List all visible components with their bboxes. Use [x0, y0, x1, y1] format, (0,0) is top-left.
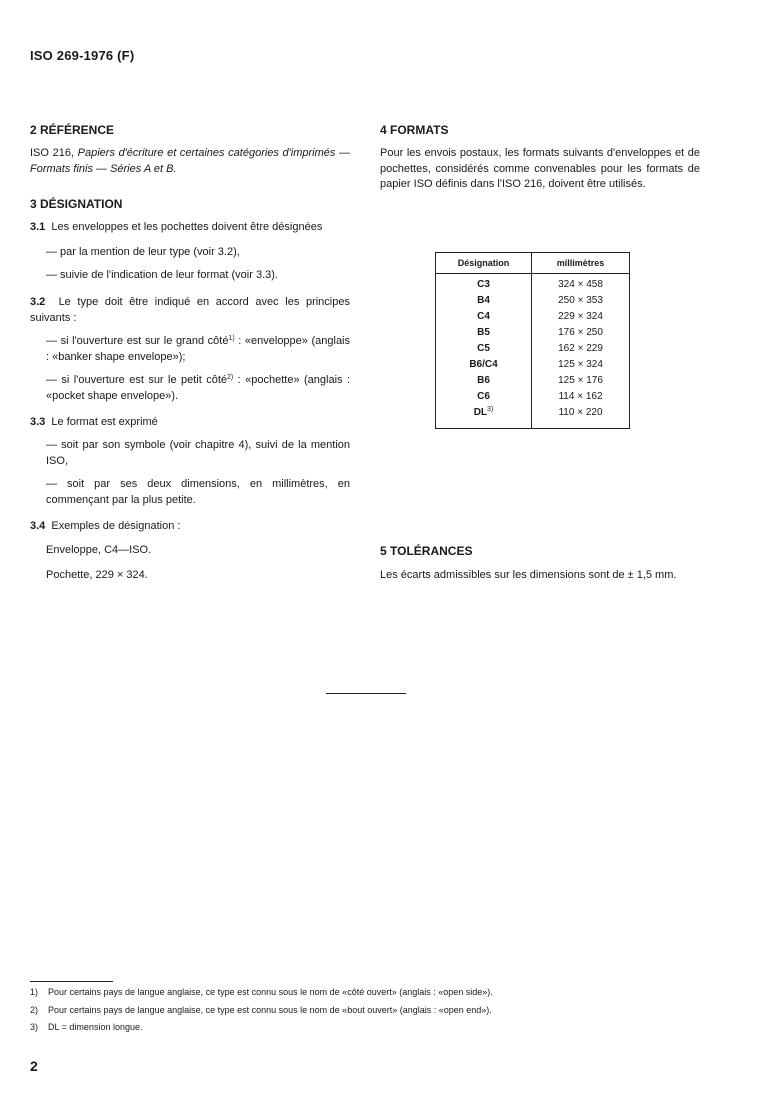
- designation-value: DL: [473, 406, 488, 418]
- designation-cell: [436, 340, 532, 356]
- clause-3-2: [30, 295, 350, 326]
- footnote-number: 1): [30, 987, 39, 997]
- document-header: ISO 269-1976 (F): [30, 48, 135, 63]
- list-item-text: — si l'ouverture est sur le grand côté: [46, 335, 229, 347]
- clause-text: Les enveloppes et les pochettes doivent être désignées: [51, 221, 323, 233]
- clause-number: 3.2: [30, 296, 46, 308]
- section-2-heading: 2 RÉFÉRENCE: [30, 123, 115, 137]
- designation-cell: [436, 274, 532, 293]
- clause-3-3: [30, 415, 350, 431]
- clause-text: Le format est exprimé: [51, 416, 158, 428]
- end-rule: [326, 693, 406, 694]
- designation-cell: [436, 308, 532, 324]
- footnote-text: Pour certains pays de langue anglaise, ce type est connu sous le nom de «bout ouvert» (anglais : «open end»).: [48, 1005, 492, 1015]
- table-row: [436, 356, 629, 372]
- example-pochette: Pochette, 229 × 324.: [46, 569, 148, 581]
- size-cell: 229 × 324: [558, 310, 603, 322]
- footnote-ref: 2): [227, 374, 234, 381]
- clause-text: Exemples de désignation :: [51, 520, 181, 532]
- footnote-text: Pour certains pays de langue anglaise, ce type est connu sous le nom de «côté ouvert» (anglais : «open side»).: [48, 987, 493, 997]
- size-cell: 176 × 250: [558, 326, 603, 338]
- table-row: [436, 372, 629, 388]
- example-envelope: Enveloppe, C4—ISO.: [46, 544, 152, 556]
- table-header-row: [436, 253, 629, 274]
- list-item-text: — si l'ouverture est sur le petit côté: [46, 374, 228, 386]
- list-item: — suivie de l'indication de leur format (voir 3.3).: [46, 269, 278, 281]
- section-5-text: Les écarts admissibles sur les dimensions sont de ± 1,5 mm.: [380, 569, 677, 581]
- list-item-text: : «pochette» (anglais : «pocket shape envelope»).: [46, 374, 351, 402]
- section-5-heading: 5 TOLÉRANCES: [380, 544, 473, 558]
- page-number: 2: [30, 1058, 38, 1074]
- size-cell: 125 × 176: [558, 374, 603, 386]
- table-row: [436, 340, 629, 356]
- size-cell: 114 × 162: [558, 390, 603, 402]
- footnote-3: [30, 1022, 142, 1032]
- section-3-heading: 3 DÉSIGNATION: [30, 197, 123, 211]
- reference-title: Papiers d'écriture et certaines catégories d'imprimés — Formats finis — Séries A et B.: [30, 147, 351, 175]
- formats-table: [435, 252, 630, 429]
- designation-cell: [436, 404, 532, 428]
- table-row: [436, 404, 629, 428]
- column-header-designation: Désignation: [436, 253, 532, 274]
- designation-value: C3: [477, 278, 490, 290]
- size-cell: 250 × 353: [558, 294, 603, 306]
- list-item: [30, 373, 350, 404]
- size-cell: 125 × 324: [558, 358, 603, 370]
- designation-value: B6/C4: [469, 358, 498, 370]
- table-row: [436, 274, 629, 293]
- footnote-number: 2): [30, 1005, 39, 1015]
- reference-code: ISO 216,: [30, 147, 74, 159]
- clause-text: Le type doit être indiqué en accord avec les principes suivants :: [30, 296, 350, 324]
- section-4-heading: 4 FORMATS: [380, 123, 449, 137]
- size-cell: 162 × 229: [558, 342, 603, 354]
- clause-3-1: [30, 220, 350, 236]
- designation-cell: [436, 292, 532, 308]
- list-item: — par la mention de leur type (voir 3.2),: [46, 246, 240, 258]
- designation-value: C5: [477, 342, 490, 354]
- list-item: — soit par ses deux dimensions, en millimètres, en commençant par la plus petite.: [46, 478, 350, 506]
- column-header-millimetres: millimètres: [532, 253, 630, 274]
- table-row: [436, 388, 629, 404]
- table-row: [436, 292, 629, 308]
- clause-number: 3.3: [30, 416, 46, 428]
- table-row: [436, 308, 629, 324]
- footnote-number: 3): [30, 1022, 39, 1032]
- clause-number: 3.1: [30, 221, 46, 233]
- footnote-2: [30, 1005, 492, 1015]
- designation-value: C6: [477, 390, 490, 402]
- footnote-rule: [30, 981, 113, 982]
- section-2-reference: [30, 146, 350, 177]
- list-item-text: : «enveloppe» (anglais : «banker shape envelope»);: [46, 335, 351, 363]
- designation-cell: [436, 372, 532, 388]
- clause-3-4: [30, 519, 350, 535]
- designation-value: B4: [477, 294, 490, 306]
- designation-cell: [436, 388, 532, 404]
- list-item: — soit par son symbole (voir chapitre 4), suivi de la mention ISO,: [46, 439, 350, 467]
- footnote-ref: 3): [487, 405, 494, 413]
- footnote-text: DL = dimension longue.: [48, 1022, 143, 1032]
- designation-cell: [436, 324, 532, 340]
- table-row: [436, 324, 629, 340]
- clause-number: 3.4: [30, 520, 46, 532]
- designation-value: B5: [477, 326, 490, 338]
- designation-cell: [436, 356, 532, 372]
- designation-value: C4: [477, 310, 490, 322]
- footnote-ref: 1): [228, 335, 235, 342]
- designation-value: B6: [477, 374, 490, 386]
- list-item: [30, 334, 350, 365]
- size-cell: 110 × 220: [558, 406, 603, 418]
- section-4-text: Pour les envois postaux, les formats suivants d'enveloppes et de pochettes, considérés comme convenables pour les formats de papier ISO définis dans l'ISO 216, doivent être utilisés.: [380, 147, 700, 190]
- size-cell: 324 × 458: [558, 278, 603, 290]
- footnote-1: [30, 987, 493, 997]
